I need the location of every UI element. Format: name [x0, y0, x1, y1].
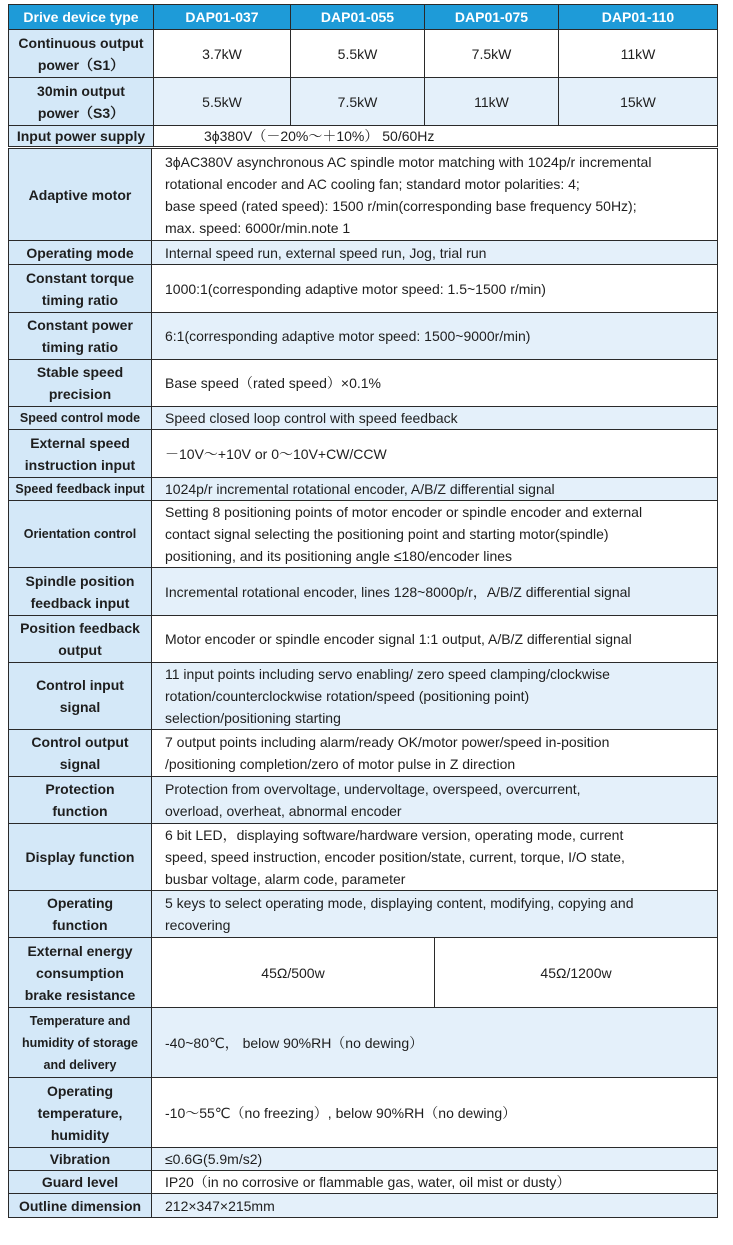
guard-level-label: Guard level	[9, 1171, 152, 1194]
spec-row-orientation-control	[9, 501, 718, 568]
spec-row-constant-torque-timing-ratio	[9, 265, 718, 313]
operating-temperature-humidity-label: Operating temperature, humidity	[9, 1078, 152, 1148]
adaptive-motor-value: 3ϕAC380V asynchronous AC spindle motor matching with 1024p/r incremental rotational encoder and AC cooling fan; standard motor polarities: 4; base speed (rated speed): 1500 r/min(corresponding base frequency 50Hz); max. speed: 6000r/min.note 1	[152, 149, 718, 241]
control-output-signal-label: Control output signal	[9, 730, 152, 777]
constant-power-timing-ratio-value: 6:1(corresponding adaptive motor speed: 1500~9000r/min)	[152, 313, 718, 360]
spec-row-external-speed-instruction-input	[9, 430, 718, 478]
position-feedback-output-value: Motor encoder or spindle encoder signal 1:1 output, A/B/Z differential signal	[152, 616, 718, 663]
constant-torque-timing-ratio-label: Constant torque timing ratio	[9, 265, 152, 313]
outline-dimension-label: Outline dimension	[9, 1194, 152, 1218]
spec-row-operating-temperature-humidity	[9, 1078, 718, 1148]
spec-row-control-output-signal	[9, 730, 718, 777]
storage-temperature-humidity-label: Temperature and humidity of storage and delivery	[9, 1008, 152, 1078]
input-supply-label: Input power supply	[9, 126, 154, 147]
orientation-control-value: Setting 8 positioning points of motor encoder or spindle encoder and external contact signal selecting the positioning point and starting motor(spindle) positioning, and its positioning angle ≤180/encoder lines	[152, 501, 718, 568]
min30-power-037: 5.5kW	[154, 78, 291, 126]
protection-function-value: Protection from overvoltage, undervoltage, overspeed, overcurrent, overload, overheat, abnormal encoder	[152, 777, 718, 824]
continuous-power-037: 3.7kW	[154, 30, 291, 78]
adaptive-motor-label: Adaptive motor	[9, 149, 152, 241]
spec-row-control-input-signal	[9, 663, 718, 730]
external-speed-instruction-input-value: －10V～+10V or 0～10V+CW/CCW	[152, 430, 718, 478]
spec-row-guard-level	[9, 1171, 718, 1194]
spec-row-position-feedback-output	[9, 616, 718, 663]
vibration-label: Vibration	[9, 1148, 152, 1171]
continuous-power-110: 11kW	[559, 30, 718, 78]
model-header-055: DAP01-055	[291, 5, 425, 30]
model-header-row	[9, 5, 718, 30]
min30-power-110: 15kW	[559, 78, 718, 126]
position-feedback-output-label: Position feedback output	[9, 616, 152, 663]
operating-mode-value: Internal speed run, external speed run, Jog, trial run	[152, 241, 718, 265]
spec-row-speed-feedback-input	[9, 478, 718, 501]
spec-row-constant-power-timing-ratio	[9, 313, 718, 360]
spec-row-outline-dimension	[9, 1194, 718, 1218]
display-function-label: Display function	[9, 824, 152, 891]
drive-device-type-header: Drive device type	[9, 5, 154, 30]
protection-function-label: Protection function	[9, 777, 152, 824]
control-output-signal-value: 7 output points including alarm/ready OK/motor power/speed in-position /positioning completion/zero of motor pulse in Z direction	[152, 730, 718, 777]
operating-temperature-humidity-value: -10～55℃（no freezing）, below 90%RH（no dewing）	[152, 1078, 718, 1148]
display-function-value: 6 bit LED，displaying software/hardware version, operating mode, current speed, speed instruction, encoder position/state, current, torque, I/O state, busbar voltage, alarm code, parameter	[152, 824, 718, 891]
guard-level-value: IP20（in no corrosive or flammable gas, water, oil mist or dusty）	[152, 1171, 718, 1194]
model-power-table	[8, 4, 718, 147]
speed-control-mode-label: Speed control mode	[9, 407, 152, 430]
operating-function-value: 5 keys to select operating mode, displaying content, modifying, copying and recovering	[152, 891, 718, 938]
outline-dimension-value: 212×347×215mm	[152, 1194, 718, 1218]
min30-power-label: 30min output power（S3）	[9, 78, 154, 126]
control-input-signal-label: Control input signal	[9, 663, 152, 730]
stable-speed-precision-label: Stable speed precision	[9, 360, 152, 407]
spec-row-spindle-position-feedback-input	[9, 568, 718, 616]
external-speed-instruction-input-label: External speed instruction input	[9, 430, 152, 478]
spec-row-display-function	[9, 824, 718, 891]
continuous-power-075: 7.5kW	[425, 30, 559, 78]
min30-power-075: 11kW	[425, 78, 559, 126]
operating-function-label: Operating function	[9, 891, 152, 938]
min30-power-055: 7.5kW	[291, 78, 425, 126]
spindle-position-feedback-input-label: Spindle position feedback input	[9, 568, 152, 616]
spec-row-operating-function	[9, 891, 718, 938]
input-supply-value: 3ϕ380V（－20%～＋10%） 50/60Hz	[154, 126, 718, 147]
spec-row-operating-mode	[9, 241, 718, 265]
continuous-power-055: 5.5kW	[291, 30, 425, 78]
min30-power-row	[9, 78, 718, 126]
speed-feedback-input-label: Speed feedback input	[9, 478, 152, 501]
brake-resistance-value-2: 45Ω/1200w	[435, 938, 718, 1008]
spec-row-stable-speed-precision	[9, 360, 718, 407]
spec-row-adaptive-motor	[9, 149, 718, 241]
spec-row-brake-resistance	[9, 938, 718, 1008]
control-input-signal-value: 11 input points including servo enabling/ zero speed clamping/clockwise rotation/counterclockwise rotation/speed (positioning point) selection/positioning starting	[152, 663, 718, 730]
continuous-power-label: Continuous output power（S1）	[9, 30, 154, 78]
orientation-control-label: Orientation control	[9, 501, 152, 568]
constant-torque-timing-ratio-value: 1000:1(corresponding adaptive motor speed: 1.5~1500 r/min)	[152, 265, 718, 313]
speed-feedback-input-value: 1024p/r incremental rotational encoder, A/B/Z differential signal	[152, 478, 718, 501]
spec-row-vibration	[9, 1148, 718, 1171]
constant-power-timing-ratio-label: Constant power timing ratio	[9, 313, 152, 360]
brake-resistance-label: External energy consumption brake resistance	[9, 938, 152, 1008]
storage-temperature-humidity-value: -40~80℃， below 90%RH（no dewing）	[152, 1008, 718, 1078]
model-header-075: DAP01-075	[425, 5, 559, 30]
spec-row-speed-control-mode	[9, 407, 718, 430]
vibration-value: ≤0.6G(5.9m/s2)	[152, 1148, 718, 1171]
model-header-037: DAP01-037	[154, 5, 291, 30]
continuous-power-row	[9, 30, 718, 78]
speed-control-mode-value: Speed closed loop control with speed feedback	[152, 407, 718, 430]
spec-table	[8, 148, 718, 1218]
input-supply-row	[9, 126, 718, 147]
operating-mode-label: Operating mode	[9, 241, 152, 265]
spec-row-protection-function	[9, 777, 718, 824]
spindle-position-feedback-input-value: Incremental rotational encoder, lines 128~8000p/r，A/B/Z differential signal	[152, 568, 718, 616]
model-header-110: DAP01-110	[559, 5, 718, 30]
brake-resistance-value-1: 45Ω/500w	[152, 938, 435, 1008]
stable-speed-precision-value: Base speed（rated speed）×0.1%	[152, 360, 718, 407]
spec-table-body	[9, 149, 718, 1218]
spec-row-storage-temperature-humidity	[9, 1008, 718, 1078]
